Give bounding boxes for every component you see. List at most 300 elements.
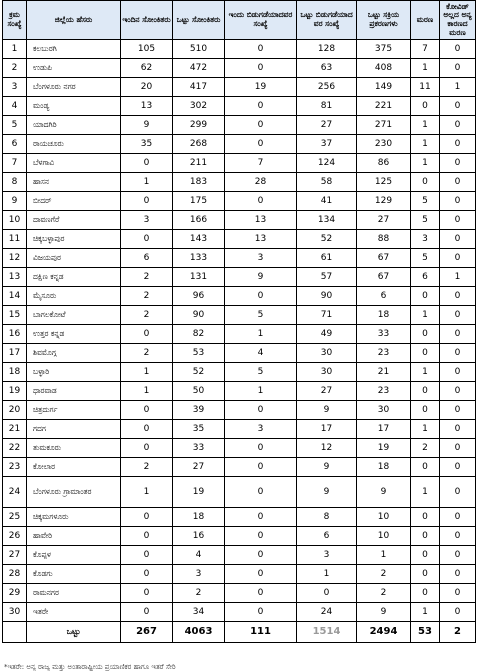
district-cell: ಬೀದರ್ <box>27 192 121 211</box>
table-row <box>3 546 476 565</box>
today-positive-cell: 0 <box>121 439 173 458</box>
serial-cell: 25 <box>3 508 27 527</box>
table-row <box>3 565 476 584</box>
today-positive-cell: 0 <box>121 546 173 565</box>
header-serial: ಕ್ರಮ ಸಂಖ್ಯೆ <box>3 1 27 40</box>
serial-cell: 11 <box>3 230 27 249</box>
district-cell: ಗದಗ <box>27 420 121 439</box>
total-positive-cell: 53 <box>173 344 225 363</box>
header-today-positive: ಇಂದಿನ ಸೋಂಕಿತರು <box>121 1 173 40</box>
active-cell: 18 <box>357 306 411 325</box>
serial-cell: 2 <box>3 59 27 78</box>
serial-cell: 5 <box>3 116 27 135</box>
today-discharged-cell: 5 <box>225 306 297 325</box>
district-cell: ಬೆಂಗಳೂರು ನಗರ <box>27 78 121 97</box>
deaths-cell: 1 <box>411 306 440 325</box>
district-covid-table <box>2 0 476 643</box>
active-cell: 23 <box>357 344 411 363</box>
total-discharged-cell: 8 <box>297 508 357 527</box>
deaths-cell: 1 <box>411 116 440 135</box>
total-discharged-cell: 3 <box>297 546 357 565</box>
table-row <box>3 249 476 268</box>
deaths-cell: 0 <box>411 173 440 192</box>
district-cell: ಕೊಡಗು <box>27 565 121 584</box>
total-discharged-cell: 256 <box>297 78 357 97</box>
today-discharged-cell: 0 <box>225 40 297 59</box>
table-row <box>3 230 476 249</box>
total-positive-cell: 52 <box>173 363 225 382</box>
district-cell: ದಾವಣಗೆರೆ <box>27 211 121 230</box>
today-discharged-cell: 0 <box>225 59 297 78</box>
active-cell: 86 <box>357 154 411 173</box>
total-discharged-cell: 9 <box>297 458 357 477</box>
total-discharged-cell: 41 <box>297 192 357 211</box>
header-deaths: ಮರಣ <box>411 1 440 40</box>
today-positive-cell: 0 <box>121 603 173 622</box>
table-row <box>3 135 476 154</box>
today-discharged-cell: 0 <box>225 287 297 306</box>
active-cell: 67 <box>357 268 411 287</box>
total-discharged-cell: 30 <box>297 344 357 363</box>
active-cell: 2 <box>357 584 411 603</box>
active-cell: 19 <box>357 439 411 458</box>
active-cell: 271 <box>357 116 411 135</box>
active-cell: 9 <box>357 603 411 622</box>
header-non-covid-deaths: ಕೋವಿಡ್ ಅಲ್ಲದ ಅನ್ಯ ಕಾರಣದ ಮರಣ <box>440 1 476 40</box>
district-cell: ಮೈಸೂರು <box>27 287 121 306</box>
total-discharged-cell: 9 <box>297 401 357 420</box>
serial-cell: 12 <box>3 249 27 268</box>
serial-cell: 13 <box>3 268 27 287</box>
total-positive-cell: 166 <box>173 211 225 230</box>
non-covid-deaths-cell: 0 <box>440 287 476 306</box>
today-discharged-cell: 0 <box>225 603 297 622</box>
today-positive-cell: 2 <box>121 268 173 287</box>
serial-cell: 29 <box>3 584 27 603</box>
totals-deaths: 53 <box>411 622 440 643</box>
serial-cell: 7 <box>3 154 27 173</box>
total-positive-cell: 33 <box>173 439 225 458</box>
header-row <box>3 1 476 40</box>
non-covid-deaths-cell: 0 <box>440 192 476 211</box>
today-positive-cell: 20 <box>121 78 173 97</box>
deaths-cell: 1 <box>411 154 440 173</box>
non-covid-deaths-cell: 0 <box>440 249 476 268</box>
district-cell: ರಾಯಚೂರು <box>27 135 121 154</box>
today-discharged-cell: 3 <box>225 249 297 268</box>
active-cell: 149 <box>357 78 411 97</box>
table-row <box>3 401 476 420</box>
serial-cell: 1 <box>3 40 27 59</box>
totals-today-discharged: 111 <box>225 622 297 643</box>
active-cell: 408 <box>357 59 411 78</box>
district-cell: ಉಡುಪಿ <box>27 59 121 78</box>
today-discharged-cell: 13 <box>225 230 297 249</box>
district-cell: ಕಲಬುರಗಿ <box>27 40 121 59</box>
today-positive-cell: 2 <box>121 344 173 363</box>
district-cell: ಹಾಸನ <box>27 173 121 192</box>
total-positive-cell: 299 <box>173 116 225 135</box>
total-discharged-cell: 0 <box>297 584 357 603</box>
today-discharged-cell: 3 <box>225 420 297 439</box>
totals-non-covid-deaths: 2 <box>440 622 476 643</box>
district-cell: ಬೆಳಗಾವಿ <box>27 154 121 173</box>
serial-cell: 22 <box>3 439 27 458</box>
deaths-cell: 3 <box>411 230 440 249</box>
today-discharged-cell: 0 <box>225 508 297 527</box>
header-active: ಒಟ್ಟು ಸಕ್ರಿಯ ಪ್ರಕರಣಗಳು <box>357 1 411 40</box>
total-discharged-cell: 58 <box>297 173 357 192</box>
today-discharged-cell: 28 <box>225 173 297 192</box>
total-discharged-cell: 61 <box>297 249 357 268</box>
serial-cell: 30 <box>3 603 27 622</box>
today-discharged-cell: 19 <box>225 78 297 97</box>
total-positive-cell: 35 <box>173 420 225 439</box>
serial-cell: 27 <box>3 546 27 565</box>
total-positive-cell: 96 <box>173 287 225 306</box>
total-discharged-cell: 124 <box>297 154 357 173</box>
non-covid-deaths-cell: 0 <box>440 458 476 477</box>
serial-cell: 17 <box>3 344 27 363</box>
today-positive-cell: 0 <box>121 420 173 439</box>
active-cell: 125 <box>357 173 411 192</box>
active-cell: 23 <box>357 382 411 401</box>
total-discharged-cell: 9 <box>297 477 357 508</box>
non-covid-deaths-cell: 0 <box>440 401 476 420</box>
today-discharged-cell: 1 <box>225 325 297 344</box>
totals-total-discharged: 1514 <box>297 622 357 643</box>
total-discharged-cell: 57 <box>297 268 357 287</box>
table-row <box>3 439 476 458</box>
deaths-cell: 0 <box>411 527 440 546</box>
today-positive-cell: 1 <box>121 382 173 401</box>
non-covid-deaths-cell: 0 <box>440 40 476 59</box>
total-discharged-cell: 24 <box>297 603 357 622</box>
total-discharged-cell: 81 <box>297 97 357 116</box>
deaths-cell: 1 <box>411 420 440 439</box>
today-discharged-cell: 0 <box>225 527 297 546</box>
deaths-cell: 0 <box>411 401 440 420</box>
total-positive-cell: 472 <box>173 59 225 78</box>
deaths-cell: 0 <box>411 287 440 306</box>
today-positive-cell: 0 <box>121 527 173 546</box>
deaths-cell: 5 <box>411 192 440 211</box>
total-discharged-cell: 27 <box>297 116 357 135</box>
table-row <box>3 363 476 382</box>
active-cell: 1 <box>357 546 411 565</box>
district-cell: ಬಾಗಲಕೋಟೆ <box>27 306 121 325</box>
today-positive-cell: 0 <box>121 230 173 249</box>
total-discharged-cell: 128 <box>297 40 357 59</box>
totals-active: 2494 <box>357 622 411 643</box>
today-positive-cell: 0 <box>121 584 173 603</box>
table-row <box>3 508 476 527</box>
serial-cell: 26 <box>3 527 27 546</box>
totals-row <box>3 622 476 643</box>
total-discharged-cell: 90 <box>297 287 357 306</box>
deaths-cell: 0 <box>411 584 440 603</box>
serial-cell: 21 <box>3 420 27 439</box>
table-row <box>3 527 476 546</box>
total-positive-cell: 175 <box>173 192 225 211</box>
table-row <box>3 344 476 363</box>
non-covid-deaths-cell: 0 <box>440 116 476 135</box>
active-cell: 10 <box>357 508 411 527</box>
non-covid-deaths-cell: 0 <box>440 154 476 173</box>
today-discharged-cell: 0 <box>225 116 297 135</box>
non-covid-deaths-cell: 0 <box>440 382 476 401</box>
total-positive-cell: 18 <box>173 508 225 527</box>
total-positive-cell: 133 <box>173 249 225 268</box>
total-positive-cell: 4 <box>173 546 225 565</box>
non-covid-deaths-cell: 0 <box>440 306 476 325</box>
district-covid-table-container <box>2 0 475 643</box>
serial-cell: 3 <box>3 78 27 97</box>
active-cell: 27 <box>357 211 411 230</box>
serial-cell: 15 <box>3 306 27 325</box>
non-covid-deaths-cell: 0 <box>440 363 476 382</box>
totals-today-positive: 267 <box>121 622 173 643</box>
table-row <box>3 287 476 306</box>
deaths-cell: 2 <box>411 439 440 458</box>
total-discharged-cell: 52 <box>297 230 357 249</box>
serial-cell: 9 <box>3 192 27 211</box>
district-cell: ತುಮಕೂರು <box>27 439 121 458</box>
today-positive-cell: 2 <box>121 458 173 477</box>
table-row <box>3 173 476 192</box>
district-cell: ದಕ್ಷಿಣ ಕನ್ನಡ <box>27 268 121 287</box>
non-covid-deaths-cell: 0 <box>440 439 476 458</box>
today-discharged-cell: 0 <box>225 584 297 603</box>
today-positive-cell: 35 <box>121 135 173 154</box>
totals-label: ಒಟ್ಟು <box>27 622 121 643</box>
table-row <box>3 97 476 116</box>
total-discharged-cell: 63 <box>297 59 357 78</box>
total-positive-cell: 3 <box>173 565 225 584</box>
today-discharged-cell: 0 <box>225 97 297 116</box>
today-discharged-cell: 5 <box>225 363 297 382</box>
today-positive-cell: 1 <box>121 173 173 192</box>
total-positive-cell: 90 <box>173 306 225 325</box>
table-row <box>3 603 476 622</box>
deaths-cell: 7 <box>411 40 440 59</box>
deaths-cell: 0 <box>411 325 440 344</box>
total-discharged-cell: 6 <box>297 527 357 546</box>
total-positive-cell: 143 <box>173 230 225 249</box>
total-discharged-cell: 134 <box>297 211 357 230</box>
serial-cell: 8 <box>3 173 27 192</box>
total-positive-cell: 211 <box>173 154 225 173</box>
total-positive-cell: 417 <box>173 78 225 97</box>
today-positive-cell: 0 <box>121 508 173 527</box>
footnote: *ಇತರೇ: ಅನ್ಯ ರಾಜ್ಯ ಮತ್ತು ಅಂತಾರಾಷ್ಟ್ರೀಯ ಪ್ರಯಾಣಿಕರ ಹಾಗೂ ಇತರೆ ಸೇರಿ <box>4 663 176 671</box>
deaths-cell: 11 <box>411 78 440 97</box>
today-discharged-cell: 0 <box>225 192 297 211</box>
deaths-cell: 0 <box>411 344 440 363</box>
today-discharged-cell: 13 <box>225 211 297 230</box>
serial-cell: 4 <box>3 97 27 116</box>
district-cell: ಚಿಕ್ಕಬಳ್ಳಾಪುರ <box>27 230 121 249</box>
total-discharged-cell: 27 <box>297 382 357 401</box>
district-cell: ಇತರೇ <box>27 603 121 622</box>
totals-total-positive: 4063 <box>173 622 225 643</box>
total-discharged-cell: 1 <box>297 565 357 584</box>
table-row <box>3 458 476 477</box>
deaths-cell: 5 <box>411 249 440 268</box>
active-cell: 10 <box>357 527 411 546</box>
total-positive-cell: 16 <box>173 527 225 546</box>
district-cell: ಯಾದಗಿರಿ <box>27 116 121 135</box>
total-positive-cell: 268 <box>173 135 225 154</box>
district-cell: ವಿಜಯಪುರ <box>27 249 121 268</box>
active-cell: 33 <box>357 325 411 344</box>
table-row <box>3 211 476 230</box>
active-cell: 21 <box>357 363 411 382</box>
non-covid-deaths-cell: 0 <box>440 230 476 249</box>
total-discharged-cell: 71 <box>297 306 357 325</box>
table-row <box>3 306 476 325</box>
today-positive-cell: 3 <box>121 211 173 230</box>
deaths-cell: 5 <box>411 211 440 230</box>
today-positive-cell: 13 <box>121 97 173 116</box>
table-row <box>3 382 476 401</box>
district-cell: ಉತ್ತರ ಕನ್ನಡ <box>27 325 121 344</box>
total-positive-cell: 183 <box>173 173 225 192</box>
today-positive-cell: 0 <box>121 325 173 344</box>
header-total-positive: ಒಟ್ಟು ಸೋಂಕಿತರು <box>173 1 225 40</box>
total-discharged-cell: 37 <box>297 135 357 154</box>
header-district: ಜಿಲ್ಲೆಯ ಹೆಸರು <box>27 1 121 40</box>
today-positive-cell: 1 <box>121 477 173 508</box>
district-cell: ಬಳ್ಳಾರಿ <box>27 363 121 382</box>
serial-cell: 10 <box>3 211 27 230</box>
district-cell: ಧಾರವಾಡ <box>27 382 121 401</box>
non-covid-deaths-cell: 1 <box>440 268 476 287</box>
today-positive-cell: 2 <box>121 287 173 306</box>
deaths-cell: 1 <box>411 59 440 78</box>
active-cell: 18 <box>357 458 411 477</box>
deaths-cell: 0 <box>411 565 440 584</box>
district-cell: ಚಿಕ್ಕಮಗಳೂರು <box>27 508 121 527</box>
district-cell: ಚಿತ್ರದುರ್ಗ <box>27 401 121 420</box>
serial-cell: 24 <box>3 477 27 508</box>
active-cell: 221 <box>357 97 411 116</box>
table-row <box>3 325 476 344</box>
table-row <box>3 192 476 211</box>
header-today-discharged: ಇಂದು ಬಿಡುಗಡೆಯಾದವರ ಸಂಖ್ಯೆ <box>225 1 297 40</box>
non-covid-deaths-cell: 0 <box>440 603 476 622</box>
today-discharged-cell: 0 <box>225 439 297 458</box>
table-row <box>3 584 476 603</box>
non-covid-deaths-cell: 0 <box>440 477 476 508</box>
active-cell: 9 <box>357 477 411 508</box>
serial-cell: 20 <box>3 401 27 420</box>
today-discharged-cell: 0 <box>225 458 297 477</box>
deaths-cell: 0 <box>411 97 440 116</box>
active-cell: 88 <box>357 230 411 249</box>
non-covid-deaths-cell: 0 <box>440 584 476 603</box>
non-covid-deaths-cell: 0 <box>440 59 476 78</box>
total-positive-cell: 302 <box>173 97 225 116</box>
non-covid-deaths-cell: 0 <box>440 546 476 565</box>
totals-serial-cell <box>3 622 27 643</box>
non-covid-deaths-cell: 0 <box>440 420 476 439</box>
deaths-cell: 1 <box>411 135 440 154</box>
today-positive-cell: 105 <box>121 40 173 59</box>
deaths-cell: 6 <box>411 268 440 287</box>
today-discharged-cell: 7 <box>225 154 297 173</box>
deaths-cell: 0 <box>411 458 440 477</box>
active-cell: 17 <box>357 420 411 439</box>
total-discharged-cell: 17 <box>297 420 357 439</box>
total-positive-cell: 2 <box>173 584 225 603</box>
serial-cell: 23 <box>3 458 27 477</box>
non-covid-deaths-cell: 1 <box>440 78 476 97</box>
district-cell: ಹಾವೇರಿ <box>27 527 121 546</box>
today-positive-cell: 0 <box>121 401 173 420</box>
today-positive-cell: 1 <box>121 363 173 382</box>
serial-cell: 19 <box>3 382 27 401</box>
serial-cell: 16 <box>3 325 27 344</box>
today-positive-cell: 9 <box>121 116 173 135</box>
non-covid-deaths-cell: 0 <box>440 344 476 363</box>
table-row <box>3 420 476 439</box>
today-positive-cell: 62 <box>121 59 173 78</box>
total-discharged-cell: 30 <box>297 363 357 382</box>
today-positive-cell: 2 <box>121 306 173 325</box>
total-positive-cell: 27 <box>173 458 225 477</box>
today-discharged-cell: 4 <box>225 344 297 363</box>
table-row <box>3 78 476 97</box>
total-positive-cell: 19 <box>173 477 225 508</box>
district-cell: ರಾಮನಗರ <box>27 584 121 603</box>
table-row <box>3 268 476 287</box>
active-cell: 6 <box>357 287 411 306</box>
active-cell: 230 <box>357 135 411 154</box>
table-row <box>3 40 476 59</box>
today-positive-cell: 6 <box>121 249 173 268</box>
total-positive-cell: 510 <box>173 40 225 59</box>
active-cell: 67 <box>357 249 411 268</box>
non-covid-deaths-cell: 0 <box>440 211 476 230</box>
active-cell: 30 <box>357 401 411 420</box>
deaths-cell: 1 <box>411 363 440 382</box>
active-cell: 2 <box>357 565 411 584</box>
non-covid-deaths-cell: 0 <box>440 173 476 192</box>
serial-cell: 28 <box>3 565 27 584</box>
district-cell: ಕೊಪ್ಪಳ <box>27 546 121 565</box>
active-cell: 129 <box>357 192 411 211</box>
table-row <box>3 59 476 78</box>
active-cell: 375 <box>357 40 411 59</box>
total-positive-cell: 82 <box>173 325 225 344</box>
total-discharged-cell: 12 <box>297 439 357 458</box>
today-positive-cell: 0 <box>121 192 173 211</box>
total-discharged-cell: 49 <box>297 325 357 344</box>
table-row <box>3 154 476 173</box>
serial-cell: 18 <box>3 363 27 382</box>
non-covid-deaths-cell: 0 <box>440 508 476 527</box>
today-positive-cell: 0 <box>121 154 173 173</box>
table-row <box>3 477 476 508</box>
non-covid-deaths-cell: 0 <box>440 97 476 116</box>
today-discharged-cell: 0 <box>225 135 297 154</box>
total-positive-cell: 39 <box>173 401 225 420</box>
non-covid-deaths-cell: 0 <box>440 325 476 344</box>
district-cell: ಮಂಡ್ಯ <box>27 97 121 116</box>
non-covid-deaths-cell: 0 <box>440 527 476 546</box>
deaths-cell: 1 <box>411 603 440 622</box>
